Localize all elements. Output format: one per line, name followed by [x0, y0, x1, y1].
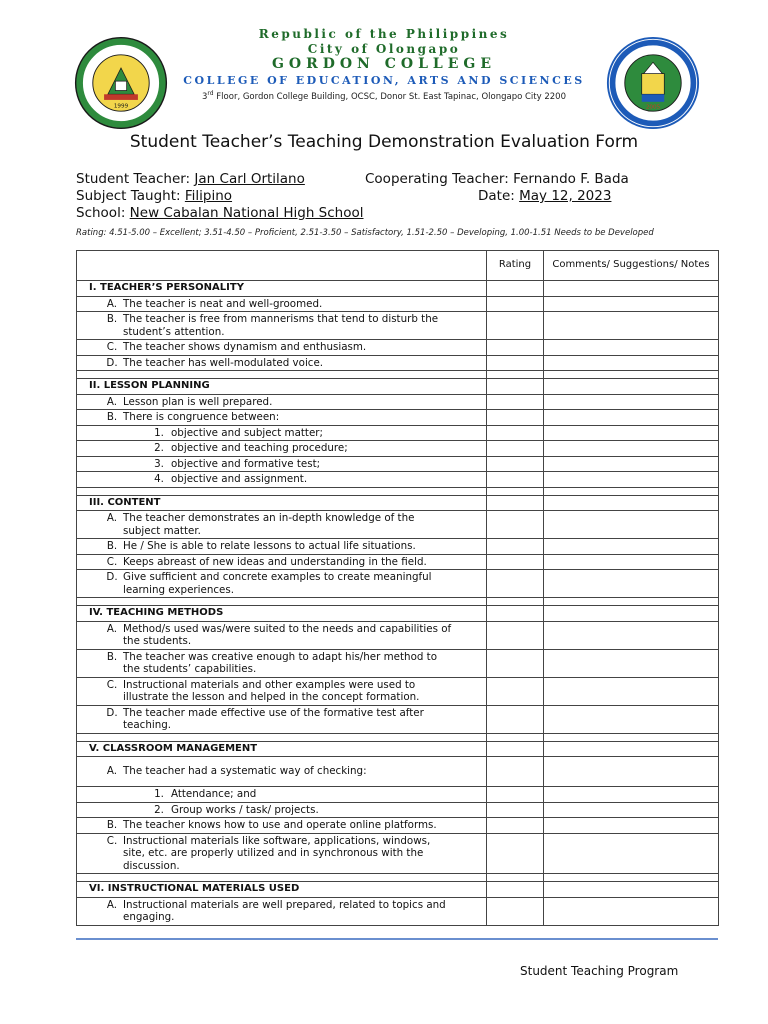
rating-cell[interactable]: [487, 818, 544, 834]
criterion-text: The teacher is neat and well-groomed.: [123, 297, 323, 310]
rating-cell[interactable]: [487, 539, 544, 555]
criterion-text: Attendance; and: [171, 788, 257, 800]
footer-rule: [76, 938, 718, 940]
rating-cell[interactable]: [487, 281, 544, 297]
rating-cell[interactable]: [487, 472, 544, 488]
rating-column-header: Rating: [487, 251, 544, 281]
section-title: VI. INSTRUCTIONAL MATERIALS USED: [77, 882, 487, 898]
rating-cell[interactable]: [487, 296, 544, 312]
rating-cell[interactable]: [487, 897, 544, 925]
criterion-cell: [77, 394, 487, 410]
rating-cell[interactable]: [487, 705, 544, 733]
criterion-row: [77, 425, 719, 441]
rating-cell[interactable]: [487, 394, 544, 410]
criterion-label: 3.: [154, 457, 164, 470]
rating-cell[interactable]: [487, 379, 544, 395]
criterion-row: [77, 296, 719, 312]
criterion-text: Instructional materials and other examples were used to illustrate the lesson and helped in the concept formation.: [123, 678, 420, 703]
section-title: II. LESSON PLANNING: [77, 379, 487, 395]
rating-cell[interactable]: [487, 425, 544, 441]
criterion-cell: [77, 757, 487, 787]
rating-cell[interactable]: [487, 456, 544, 472]
comments-cell[interactable]: [544, 554, 719, 570]
criterion-cell: [77, 570, 487, 598]
criterion-cell: [77, 312, 487, 340]
comments-cell[interactable]: [544, 495, 719, 511]
section-header-row: [77, 379, 719, 395]
criterion-cell: [77, 897, 487, 925]
rating-cell[interactable]: [487, 757, 544, 787]
criterion-label: D.: [106, 706, 118, 719]
comments-cell[interactable]: [544, 833, 719, 874]
rating-cell[interactable]: [487, 606, 544, 622]
criterion-label: 1.: [154, 426, 164, 439]
criterion-row: [77, 472, 719, 488]
header-address: 3rd Floor, Gordon College Building, OCSC, Donor St. East Tapinac, Olongapo City 2200: [202, 90, 566, 102]
subject-value: Filipino: [184, 188, 233, 204]
section-header-row: [77, 606, 719, 622]
rating-cell[interactable]: [487, 833, 544, 874]
student-teacher-value: Jan Carl Ortilano: [194, 171, 305, 187]
cooperating-teacher-field: Cooperating Teacher: Fernando F. Bada: [365, 171, 629, 187]
comments-cell[interactable]: [544, 340, 719, 356]
criterion-row: [77, 802, 719, 818]
criterion-label: 2.: [154, 442, 164, 454]
rating-cell[interactable]: [487, 441, 544, 457]
criterion-row: [77, 554, 719, 570]
comments-column-header: Comments/ Suggestions/ Notes: [544, 251, 719, 281]
comments-cell[interactable]: [544, 472, 719, 488]
comments-cell[interactable]: [544, 312, 719, 340]
rating-cell[interactable]: [487, 355, 544, 371]
criterion-label: D.: [106, 571, 118, 583]
rating-cell[interactable]: [487, 554, 544, 570]
comments-cell[interactable]: [544, 649, 719, 677]
criterion-text: Method/s used was/were suited to the needs and capabilities of the students.: [123, 622, 452, 647]
criterion-row: [77, 441, 719, 457]
criterion-cell: [77, 787, 487, 803]
section-title: V. CLASSROOM MANAGEMENT: [77, 741, 487, 757]
criterion-text: There is congruence between:: [123, 411, 280, 423]
criterion-cell: [77, 621, 487, 649]
rating-cell[interactable]: [487, 882, 544, 898]
criterion-row: [77, 570, 719, 598]
criterion-row: [77, 787, 719, 803]
comments-cell[interactable]: [544, 621, 719, 649]
criterion-cell: [77, 833, 487, 874]
criterion-text: The teacher made effective use of the formative test after teaching.: [123, 706, 424, 731]
criterion-cell: [77, 472, 487, 488]
criterion-label: A.: [106, 765, 118, 778]
comments-cell[interactable]: [544, 379, 719, 395]
criterion-text: objective and formative test;: [171, 457, 321, 470]
criterion-text: The teacher was creative enough to adapt his/her method to the students’ capabilities.: [123, 650, 438, 675]
rating-cell[interactable]: [487, 410, 544, 426]
criterion-row: [77, 340, 719, 356]
rating-cell[interactable]: [487, 649, 544, 677]
criterion-cell: [77, 340, 487, 356]
criterion-text: Group works / task/ projects.: [171, 803, 319, 816]
rating-cell[interactable]: [487, 495, 544, 511]
comments-cell[interactable]: [544, 882, 719, 898]
criterion-row: [77, 456, 719, 472]
rating-cell[interactable]: [487, 787, 544, 803]
criterion-cell: [77, 410, 487, 426]
criterion-label: A.: [106, 898, 118, 911]
rating-cell[interactable]: [487, 677, 544, 705]
comments-cell[interactable]: [544, 570, 719, 598]
criterion-label: A.: [106, 512, 118, 524]
header-department: COLLEGE OF EDUCATION, ARTS AND SCIENCES: [183, 74, 585, 87]
comments-cell[interactable]: [544, 757, 719, 787]
date-value: May 12, 2023: [519, 188, 612, 204]
criterion-cell: [77, 296, 487, 312]
criterion-cell: [77, 677, 487, 705]
section-header-row: [77, 741, 719, 757]
criterion-label: D.: [106, 356, 118, 369]
criterion-text: The teacher demonstrates an in-depth knowledge of the subject matter.: [123, 512, 415, 537]
criterion-cell: [77, 649, 487, 677]
criterion-text: The teacher is free from mannerisms that tend to disturb the student’s attention.: [123, 313, 439, 338]
criterion-text: The teacher had a systematic way of checking:: [123, 765, 367, 778]
section-spacer: [77, 371, 719, 379]
criterion-label: B.: [106, 650, 118, 663]
section-title: IV. TEACHING METHODS: [77, 606, 487, 622]
rating-cell[interactable]: [487, 741, 544, 757]
criterion-text: objective and assignment.: [171, 473, 308, 485]
criterion-text: He / She is able to relate lessons to actual life situations.: [123, 540, 416, 552]
header-city: City of Olongapo: [307, 42, 461, 56]
evaluation-table: [76, 250, 719, 926]
criterion-cell: [77, 802, 487, 818]
criterion-cell: [77, 554, 487, 570]
criterion-label: A.: [106, 297, 118, 310]
section-spacer: [77, 598, 719, 606]
comments-cell[interactable]: [544, 296, 719, 312]
criterion-row: [77, 410, 719, 426]
criterion-label: B.: [106, 819, 118, 831]
comments-cell[interactable]: [544, 787, 719, 803]
criterion-text: Lesson plan is well prepared.: [123, 395, 273, 408]
header-republic: Republic of the Philippines: [258, 27, 510, 41]
comments-cell[interactable]: [544, 677, 719, 705]
comments-cell[interactable]: [544, 741, 719, 757]
school-field: School: New Cabalan National High School: [76, 205, 364, 221]
comments-cell[interactable]: [544, 539, 719, 555]
comments-cell[interactable]: [544, 897, 719, 925]
section-spacer: [77, 487, 719, 495]
criterion-row: [77, 677, 719, 705]
section-spacer: [77, 733, 719, 741]
comments-cell[interactable]: [544, 441, 719, 457]
criterion-cell: [77, 456, 487, 472]
criterion-row: [77, 818, 719, 834]
criterion-cell: [77, 818, 487, 834]
section-header-row: [77, 495, 719, 511]
section-header-row: [77, 281, 719, 297]
criterion-label: C.: [106, 555, 118, 568]
criterion-cell: [77, 705, 487, 733]
comments-cell[interactable]: [544, 705, 719, 733]
criterion-row: [77, 833, 719, 874]
rating-cell[interactable]: [487, 511, 544, 539]
cooperating-teacher-value: Fernando F. Bada: [513, 171, 629, 187]
rating-cell[interactable]: [487, 621, 544, 649]
comments-cell[interactable]: [544, 511, 719, 539]
comments-cell[interactable]: [544, 394, 719, 410]
criterion-label: A.: [106, 395, 118, 408]
criterion-row: [77, 394, 719, 410]
criterion-label: B.: [106, 411, 118, 423]
criterion-cell: [77, 539, 487, 555]
header-college-name: GORDON COLLEGE: [271, 56, 497, 72]
comments-cell[interactable]: [544, 355, 719, 371]
criterion-label: A.: [106, 622, 118, 635]
comments-cell[interactable]: [544, 410, 719, 426]
section-title: I. TEACHER’S PERSONALITY: [77, 281, 487, 297]
criterion-text: Give sufficient and concrete examples to create meaningful learning experiences.: [123, 571, 432, 596]
criterion-row: [77, 897, 719, 925]
comments-cell[interactable]: [544, 802, 719, 818]
rating-cell[interactable]: [487, 570, 544, 598]
section-spacer: [77, 874, 719, 882]
criterion-label: 2.: [154, 803, 164, 816]
criterion-row: [77, 621, 719, 649]
comments-cell[interactable]: [544, 818, 719, 834]
section-title: III. CONTENT: [77, 495, 487, 511]
criterion-label: B.: [106, 313, 118, 325]
criterion-text: The teacher has well-modulated voice.: [123, 356, 324, 369]
criterion-label: C.: [106, 678, 118, 691]
criterion-row: [77, 705, 719, 733]
criterion-row: [77, 539, 719, 555]
criterion-cell: [77, 511, 487, 539]
form-title: Student Teacher’s Teaching Demonstration Evaluation Form: [129, 132, 639, 152]
criterion-row: [77, 355, 719, 371]
rating-cell[interactable]: [487, 802, 544, 818]
comments-cell[interactable]: [544, 281, 719, 297]
criterion-cell: [77, 441, 487, 457]
criterion-row: [77, 757, 719, 787]
school-value: New Cabalan National High School: [129, 205, 364, 221]
criterion-text: Instructional materials are well prepared, related to topics and engaging.: [123, 898, 446, 923]
criterion-row: [77, 312, 719, 340]
comments-cell[interactable]: [544, 456, 719, 472]
criterion-row: [77, 649, 719, 677]
comments-cell[interactable]: [544, 425, 719, 441]
criterion-label: C.: [106, 834, 118, 847]
criterion-label: 1.: [154, 788, 164, 800]
criteria-header: [77, 251, 487, 281]
rating-cell[interactable]: [487, 312, 544, 340]
criterion-text: The teacher shows dynamism and enthusiasm.: [123, 341, 367, 353]
comments-cell[interactable]: [544, 606, 719, 622]
criterion-text: objective and teaching procedure;: [171, 442, 348, 454]
criterion-text: The teacher knows how to use and operate online platforms.: [123, 819, 437, 831]
footer-program: Student Teaching Program: [520, 964, 679, 978]
criterion-text: Instructional materials like software, applications, windows, site, etc. are properly utilized and in synchronous with the discussion.: [123, 834, 431, 872]
criterion-label: 4.: [154, 473, 164, 485]
criterion-label: B.: [106, 540, 118, 552]
student-teacher-field: Student Teacher: Jan Carl Ortilano: [76, 171, 305, 187]
criterion-label: C.: [106, 341, 118, 353]
seal-year-right: 2005: [645, 104, 661, 111]
subject-field: Subject Taught: Filipino: [76, 188, 233, 204]
criterion-row: [77, 511, 719, 539]
criterion-text: objective and subject matter;: [171, 426, 323, 439]
criterion-cell: [77, 425, 487, 441]
section-header-row: [77, 882, 719, 898]
criterion-text: Keeps abreast of new ideas and understanding in the field.: [123, 555, 427, 568]
criterion-cell: [77, 355, 487, 371]
rating-cell[interactable]: [487, 340, 544, 356]
rating-scale-legend: Rating: 4.51-5.00 – Excellent; 3.51-4.50 – Proficient, 2.51-3.50 – Satisfactory, 1.51-2.50 – Developing, 1.00-1.51 Needs to be Developed: [76, 228, 654, 238]
date-field: Date: May 12, 2023: [478, 188, 612, 204]
seal-year-left: 1999: [113, 103, 129, 110]
